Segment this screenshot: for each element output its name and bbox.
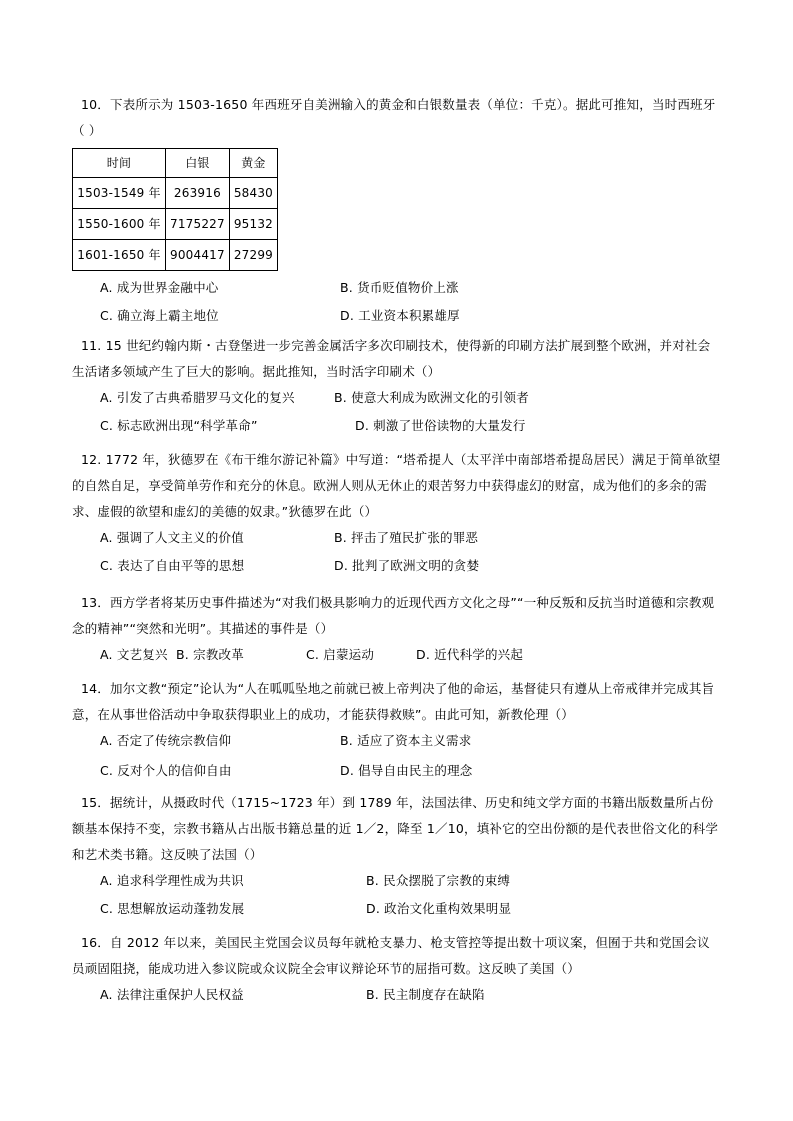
table-row bbox=[73, 209, 278, 240]
option-d[interactable]: D. 近代科学的兴起 bbox=[416, 647, 524, 662]
options-row bbox=[100, 868, 722, 896]
option-c[interactable]: C. 反对个人的信仰自由 bbox=[100, 763, 232, 778]
options-row bbox=[100, 642, 722, 670]
question-15 bbox=[72, 790, 722, 924]
options-row bbox=[100, 525, 722, 553]
table-cell: 1601-1650 年 bbox=[73, 240, 166, 271]
option-b[interactable]: B. 适应了资本主义需求 bbox=[340, 733, 472, 748]
option-c[interactable]: C. 启蒙运动 bbox=[306, 647, 375, 662]
table-cell: 7175227 bbox=[166, 209, 230, 240]
question-stem: 12. 1772 年，狄德罗在《布干维尔游记补篇》中写道：“塔希提人（太平洋中南部塔希提岛居民）满足于简单欲望的自然自足，享受简单劳作和充分的休息。欧洲人则从无休止的艰苦努力中获得虚幻的财富，成为他们的多余的需求、虚假的欲望和虚幻的美德的奴隶。”狄德罗在此（） bbox=[72, 452, 721, 519]
option-a[interactable]: A. 否定了传统宗教信仰 bbox=[100, 733, 232, 748]
option-c[interactable]: C. 表达了自由平等的思想 bbox=[100, 558, 245, 573]
option-b[interactable]: B. 抨击了殖民扩张的罪恶 bbox=[334, 530, 479, 545]
question-stem: 11. 15 世纪约翰内斯・古登堡进一步完善金属活字多次印刷技术，使得新的印刷方法扩展到整个欧洲，并对社会生活诸多领域产生了巨大的影响。据此推知，当时活字印刷术（） bbox=[72, 338, 711, 379]
table-cell: 27299 bbox=[229, 240, 277, 271]
option-a[interactable]: A. 追求科学理性成为共识 bbox=[100, 873, 244, 888]
table-row bbox=[73, 178, 278, 209]
options-row bbox=[100, 758, 722, 786]
option-c[interactable]: C. 思想解放运动蓬勃发展 bbox=[100, 901, 245, 916]
option-a[interactable]: A. 引发了古典希腊罗马文化的复兴 bbox=[100, 390, 295, 405]
question-13 bbox=[72, 590, 722, 670]
question-16 bbox=[72, 930, 722, 1010]
option-b[interactable]: B. 货币贬值物价上涨 bbox=[340, 280, 459, 295]
option-a[interactable]: A. 文艺复兴 bbox=[100, 647, 168, 662]
table-cell: 263916 bbox=[166, 178, 230, 209]
options-row bbox=[100, 275, 722, 303]
option-b[interactable]: B. 民众摆脱了宗教的束缚 bbox=[366, 873, 511, 888]
option-d[interactable]: D. 工业资本积累雄厚 bbox=[340, 308, 460, 323]
option-b[interactable]: B. 民主制度存在缺陷 bbox=[366, 987, 485, 1002]
option-d[interactable]: D. 批判了欧洲文明的贪婪 bbox=[334, 558, 480, 573]
question-10 bbox=[72, 92, 722, 331]
option-d[interactable]: D. 倡导自由民主的理念 bbox=[340, 763, 473, 778]
question-12 bbox=[72, 447, 722, 581]
question-stem: 13．西方学者将某历史事件描述为“对我们极具影响力的近现代西方文化之母”“一种反叛和反抗当时道德和宗教观念的精神”“突然和光明”。其描述的事件是（） bbox=[72, 595, 715, 636]
option-a[interactable]: A. 成为世界金融中心 bbox=[100, 280, 219, 295]
option-c[interactable]: C. 标志欧洲出现“科学革命” bbox=[100, 418, 258, 433]
table-header-cell: 黄金 bbox=[229, 149, 277, 178]
option-a[interactable]: A. 法律注重保护人民权益 bbox=[100, 987, 244, 1002]
question-stem: 14．加尔文教“预定”论认为“人在呱呱坠地之前就已被上帝判决了他的命运，基督徒只有遵从上帝戒律并完成其旨意，在从事世俗活动中争取获得职业上的成功，才能获得救赎”。由此可知，新教伦理（） bbox=[72, 681, 715, 722]
option-b[interactable]: B. 使意大利成为欧洲文化的引领者 bbox=[334, 390, 529, 405]
gold-silver-table bbox=[72, 148, 278, 271]
table-cell: 1550-1600 年 bbox=[73, 209, 166, 240]
question-stem: 16．自 2012 年以来，美国民主党国会议员每年就枪支暴力、枪支管控等提出数十项议案，但囿于共和党国会议员顽固阻挠，能成功进入参议院或众议院全会审议辩论环节的屈指可数。这反映了美国（） bbox=[72, 935, 710, 976]
option-b[interactable]: B. 宗教改革 bbox=[176, 647, 244, 662]
table-cell: 9004417 bbox=[166, 240, 230, 271]
option-d[interactable]: D. 政治文化重构效果明显 bbox=[366, 901, 512, 916]
table-cell: 58430 bbox=[229, 178, 277, 209]
table-header-cell: 白银 bbox=[166, 149, 230, 178]
table-cell: 95132 bbox=[229, 209, 277, 240]
option-c[interactable]: C. 确立海上霸主地位 bbox=[100, 308, 219, 323]
options-row bbox=[100, 896, 722, 924]
options-row bbox=[100, 303, 722, 331]
question-11 bbox=[72, 333, 722, 441]
question-14 bbox=[72, 676, 722, 786]
table-row bbox=[73, 240, 278, 271]
table-header-cell: 时间 bbox=[73, 149, 166, 178]
question-stem: 15．据统计，从摄政时代（1715~1723 年）到 1789 年，法国法律、历史和纯文学方面的书籍出版数量所占份额基本保持不变，宗教书籍从占出版书籍总量的近 1／2，降至 1／10，填补它的空出份额的是代表世俗文化的科学和艺术类书籍。这反映了法国（） bbox=[72, 795, 719, 862]
table-header-row bbox=[73, 149, 278, 178]
option-d[interactable]: D. 刺激了世俗读物的大量发行 bbox=[355, 418, 526, 433]
options-row bbox=[100, 728, 722, 758]
question-stem: 10．下表所示为 1503-1650 年西班牙自美洲输入的黄金和白银数量表（单位：千克）。据此可推知，当时西班牙（ ） bbox=[72, 97, 716, 138]
options-row bbox=[100, 413, 722, 441]
options-row bbox=[100, 982, 722, 1010]
options-row bbox=[100, 385, 722, 413]
options-row bbox=[100, 553, 722, 581]
table-cell: 1503-1549 年 bbox=[73, 178, 166, 209]
option-a[interactable]: A. 强调了人文主义的价值 bbox=[100, 530, 244, 545]
